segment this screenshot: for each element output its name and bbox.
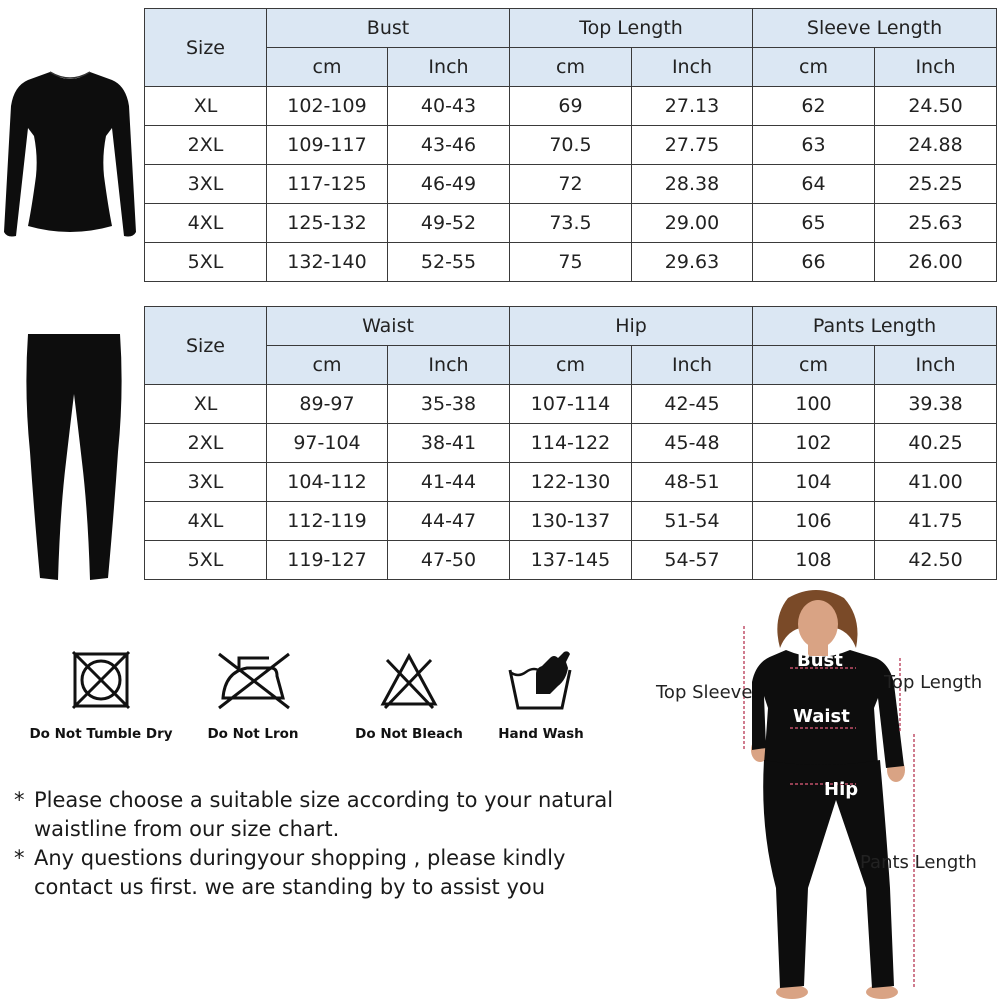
table-cell: 64 xyxy=(753,165,875,204)
size-cell: 4XL xyxy=(145,502,267,541)
unit-header: Inch xyxy=(388,48,510,87)
table-cell: 104 xyxy=(753,463,875,502)
table-cell: 112-119 xyxy=(267,502,388,541)
size-header: Size xyxy=(145,9,267,87)
table-cell: 63 xyxy=(753,126,875,165)
table-cell: 102 xyxy=(753,424,875,463)
table-cell: 66 xyxy=(753,243,875,282)
table-row xyxy=(145,541,997,580)
size-cell: 4XL xyxy=(145,204,267,243)
table-cell: 41.75 xyxy=(875,502,997,541)
bullet-star: * xyxy=(14,846,25,870)
table-cell: 46-49 xyxy=(388,165,510,204)
table-cell: 48-51 xyxy=(632,463,753,502)
table-row xyxy=(145,126,997,165)
unit-header: Inch xyxy=(875,48,997,87)
table-cell: 75 xyxy=(510,243,632,282)
table-row xyxy=(145,204,997,243)
table-cell: 100 xyxy=(753,385,875,424)
table-cell: 26.00 xyxy=(875,243,997,282)
unit-header: cm xyxy=(267,346,388,385)
do-not-iron-icon xyxy=(213,650,293,712)
top-sleeve-label: Top Sleeve xyxy=(656,682,753,703)
table-row xyxy=(145,165,997,204)
table-cell: 44-47 xyxy=(388,502,510,541)
table-cell: 62 xyxy=(753,87,875,126)
size-cell: 3XL xyxy=(145,463,267,502)
table-cell: 42-45 xyxy=(632,385,753,424)
size-cell: 2XL xyxy=(145,126,267,165)
unit-header: Inch xyxy=(632,346,753,385)
bottom-size-chart xyxy=(144,306,997,580)
table-cell: 38-41 xyxy=(388,424,510,463)
measurement-guide xyxy=(640,588,1000,1000)
table-cell: 65 xyxy=(753,204,875,243)
unit-header: cm xyxy=(510,346,632,385)
top-length-header: Top Length xyxy=(510,9,753,48)
table-cell: 27.13 xyxy=(632,87,753,126)
pants-length-label: Pants Length xyxy=(860,852,977,873)
size-cell: 2XL xyxy=(145,424,267,463)
table-cell: 125-132 xyxy=(267,204,388,243)
table-cell: 28.38 xyxy=(632,165,753,204)
note-item xyxy=(14,844,634,902)
bust-label: Bust xyxy=(797,650,843,671)
table-cell: 41-44 xyxy=(388,463,510,502)
table-row xyxy=(145,463,997,502)
note-text: Please choose a suitable size according to your natural waistline from our size chart. xyxy=(34,788,614,841)
waist-label: Waist xyxy=(793,706,850,727)
note-text: Any questions duringyour shopping , please kindly contact us first. we are standing by to assist you xyxy=(34,846,566,899)
table-cell: 25.63 xyxy=(875,204,997,243)
do-not-bleach-icon xyxy=(377,650,441,712)
table-cell: 29.00 xyxy=(632,204,753,243)
table-cell: 47-50 xyxy=(388,541,510,580)
size-cell: 3XL xyxy=(145,165,267,204)
table-cell: 70.5 xyxy=(510,126,632,165)
unit-header: Inch xyxy=(875,346,997,385)
pants-length-header: Pants Length xyxy=(753,307,997,346)
unit-header: Inch xyxy=(632,48,753,87)
table-row xyxy=(145,385,997,424)
table-cell: 51-54 xyxy=(632,502,753,541)
table-cell: 108 xyxy=(753,541,875,580)
table-cell: 109-117 xyxy=(267,126,388,165)
table-cell: 24.88 xyxy=(875,126,997,165)
size-cell: XL xyxy=(145,385,267,424)
table-cell: 72 xyxy=(510,165,632,204)
care-hand-wash xyxy=(466,650,616,742)
table-row xyxy=(145,87,997,126)
table-cell: 40.25 xyxy=(875,424,997,463)
table-cell: 73.5 xyxy=(510,204,632,243)
table-cell: 25.25 xyxy=(875,165,997,204)
table-cell: 45-48 xyxy=(632,424,753,463)
hand-wash-icon xyxy=(506,650,576,712)
table-cell: 43-46 xyxy=(388,126,510,165)
table-cell: 97-104 xyxy=(267,424,388,463)
care-label: Do Not Bleach xyxy=(355,726,463,742)
long-sleeve-top-icon xyxy=(0,66,140,244)
size-cell: 5XL xyxy=(145,243,267,282)
unit-header: cm xyxy=(267,48,388,87)
unit-header: Inch xyxy=(388,346,510,385)
table-cell: 54-57 xyxy=(632,541,753,580)
table-cell: 27.75 xyxy=(632,126,753,165)
sleeve-length-header: Sleeve Length xyxy=(753,9,997,48)
table-cell: 41.00 xyxy=(875,463,997,502)
table-cell: 117-125 xyxy=(267,165,388,204)
table-cell: 102-109 xyxy=(267,87,388,126)
do-not-tumble-dry-icon xyxy=(69,650,133,712)
table-cell: 52-55 xyxy=(388,243,510,282)
table-cell: 35-38 xyxy=(388,385,510,424)
unit-header: cm xyxy=(753,346,875,385)
table-cell: 89-97 xyxy=(267,385,388,424)
leggings-icon xyxy=(22,332,126,584)
hip-label: Hip xyxy=(824,779,859,800)
table-cell: 130-137 xyxy=(510,502,632,541)
table-cell: 24.50 xyxy=(875,87,997,126)
table-cell: 106 xyxy=(753,502,875,541)
top-length-label: Top Length xyxy=(884,672,983,693)
bullet-star: * xyxy=(14,788,25,812)
table-cell: 29.63 xyxy=(632,243,753,282)
care-do-not-bleach xyxy=(334,650,484,742)
size-notes xyxy=(14,786,634,902)
care-label: Do Not Tumble Dry xyxy=(29,726,173,742)
table-cell: 122-130 xyxy=(510,463,632,502)
table-cell: 42.50 xyxy=(875,541,997,580)
care-label: Do Not Lron xyxy=(207,726,299,742)
care-label: Hand Wash xyxy=(498,726,584,742)
table-row xyxy=(145,243,997,282)
size-header: Size xyxy=(145,307,267,385)
size-cell: 5XL xyxy=(145,541,267,580)
care-do-not-tumble-dry xyxy=(26,650,176,742)
table-cell: 119-127 xyxy=(267,541,388,580)
table-cell: 137-145 xyxy=(510,541,632,580)
hip-header: Hip xyxy=(510,307,753,346)
care-do-not-iron xyxy=(178,650,328,742)
size-cell: XL xyxy=(145,87,267,126)
table-cell: 39.38 xyxy=(875,385,997,424)
unit-header: cm xyxy=(510,48,632,87)
table-cell: 69 xyxy=(510,87,632,126)
table-cell: 49-52 xyxy=(388,204,510,243)
bust-header: Bust xyxy=(267,9,510,48)
table-cell: 104-112 xyxy=(267,463,388,502)
note-item xyxy=(14,786,634,844)
table-row xyxy=(145,424,997,463)
table-cell: 114-122 xyxy=(510,424,632,463)
unit-header: cm xyxy=(753,48,875,87)
table-row xyxy=(145,502,997,541)
top-size-chart xyxy=(144,8,997,282)
table-cell: 132-140 xyxy=(267,243,388,282)
table-cell: 107-114 xyxy=(510,385,632,424)
waist-header: Waist xyxy=(267,307,510,346)
table-cell: 40-43 xyxy=(388,87,510,126)
